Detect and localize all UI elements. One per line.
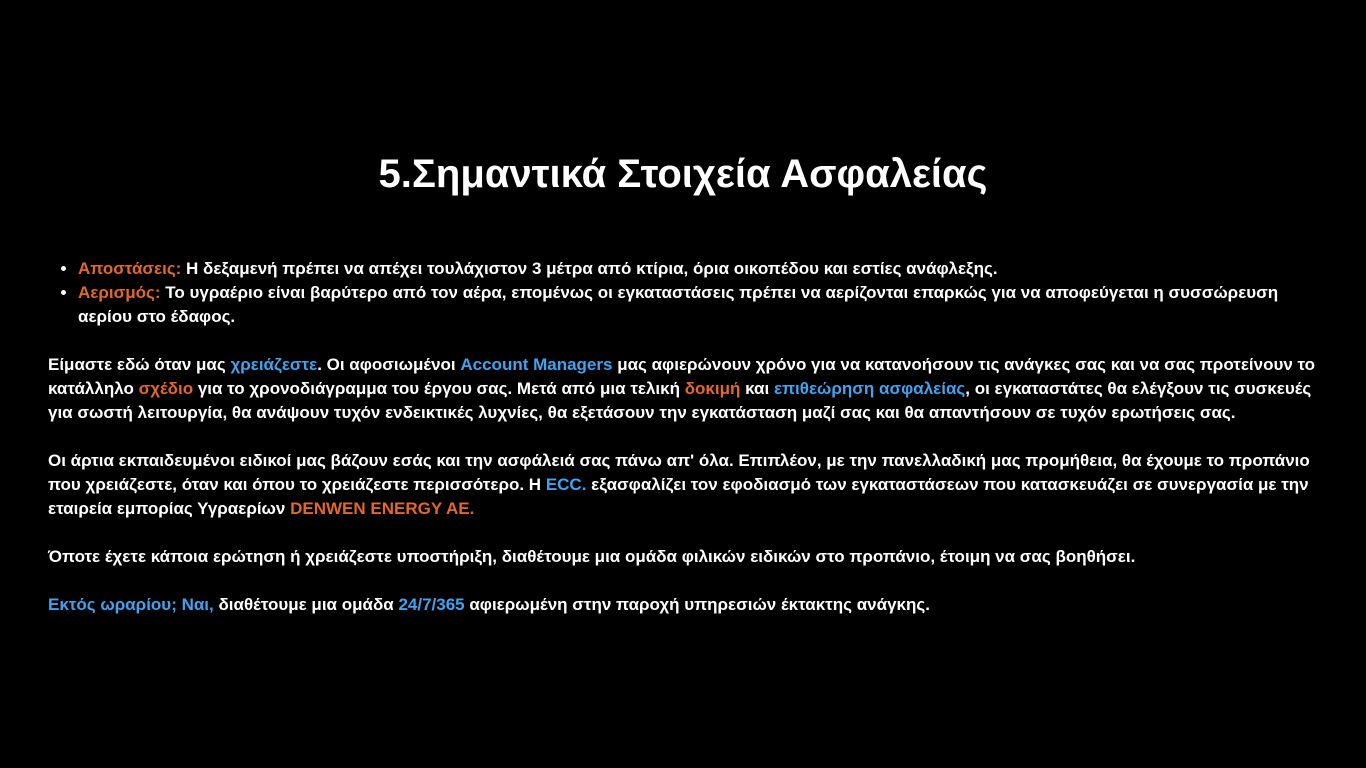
bullet-ventilation-text: Το υγραέριο είναι βαρύτερο από τον αέρα, επομένως οι εγκαταστάσεις πρέπει να αερίζονται επαρκώς για να αποφεύγεται η συσσώρευση αερίου στο έδαφος. <box>78 283 1279 326</box>
page-title: 5.Σημαντικά Στοιχεία Ασφαλείας <box>378 152 988 196</box>
p4-highlight-after-hours: Εκτός ωραρίου; Ναι, <box>48 595 214 614</box>
p1-highlight-account-managers: Account Managers <box>460 355 613 374</box>
p1-highlight-test: δοκιμή <box>684 379 741 398</box>
bullet-distances-text: Η δεξαμενή πρέπει να απέχει τουλάχιστον 3 μέτρα από κτίρια, όρια οικοπέδου και εστίες ανάφλεξης. <box>181 259 998 278</box>
p2-highlight-denwen: DENWEN ENERGY AE. <box>290 499 475 518</box>
p1-text-3: μας αφιερώνουν χρόνο για να κατανοήσουν τις ανάγκες σας και να σας προτείνουν το κατάλληλο <box>48 355 1316 398</box>
bullet-distances <box>78 257 1328 281</box>
p1-text-5: και <box>740 379 774 398</box>
p1-text-4: για το χρονοδιάγραμμα του έργου σας. Μετά από μια τελική <box>193 379 685 398</box>
p1-highlight-need: χρειάζεστε <box>230 355 318 374</box>
paragraph-account-managers <box>48 353 1328 425</box>
paragraph-supply <box>48 449 1328 521</box>
p2-highlight-ecc: ECC. <box>545 475 587 494</box>
p4-text-1: διαθέτουμε μια ομάδα <box>213 595 399 614</box>
p1-highlight-safety-inspection: επιθεώρηση ασφαλείας <box>773 379 966 398</box>
p1-text-1: Είμαστε εδώ όταν μας <box>48 355 231 374</box>
paragraph-support <box>48 545 1328 569</box>
p3-text-1: Όποτε έχετε κάποια ερώτηση ή χρειάζεστε υποστήριξη, διαθέτουμε μια ομάδα φιλικών ειδικών στο προπάνιο, έτοιμη να σας βοηθήσει. <box>48 547 1136 566</box>
paragraph-emergency <box>48 593 1328 617</box>
p2-text-1: Οι άρτια εκπαιδευμένοι ειδικοί μας βάζουν εσάς και την ασφάλειά σας πάνω απ' όλα. Επιπλέον, με την πανελλαδική μας προμήθεια, θα έχουμε το προπάνιο που χρειάζεστε, όταν και όπου το χρειάζεστε περισσότερο. Η <box>48 451 1310 494</box>
p1-text-2: . Οι αφοσιωμένοι <box>317 355 461 374</box>
main-content <box>48 257 1328 617</box>
bullet-ventilation <box>78 281 1328 329</box>
bullet-distances-label: Αποστάσεις: <box>78 259 182 278</box>
p1-text-6: , οι εγκαταστάτες θα ελέγξουν τις συσκευές για σωστή λειτουργία, θα ανάψουν τυχόν ενδεικτικές λυχνίες, θα εξετάσουν την εγκατάσταση μαζί σας και θα απαντήσουν σε τυχόν ερωτήσεις σας. <box>48 379 1312 422</box>
bullet-ventilation-label: Αερισμός: <box>78 283 161 302</box>
safety-bullet-list <box>48 257 1328 329</box>
p1-highlight-plan: σχέδιο <box>138 379 194 398</box>
p4-highlight-247365: 24/7/365 <box>398 595 465 614</box>
p2-text-2: εξασφαλίζει τον εφοδιασμό των εγκαταστάσεων που κατασκευάζει σε συνεργασία με την εταιρεία εμπορίας Υγραερίων <box>48 475 1309 518</box>
p4-text-2: αφιερωμένη στην παροχή υπηρεσιών έκτακτης ανάγκης. <box>464 595 930 614</box>
